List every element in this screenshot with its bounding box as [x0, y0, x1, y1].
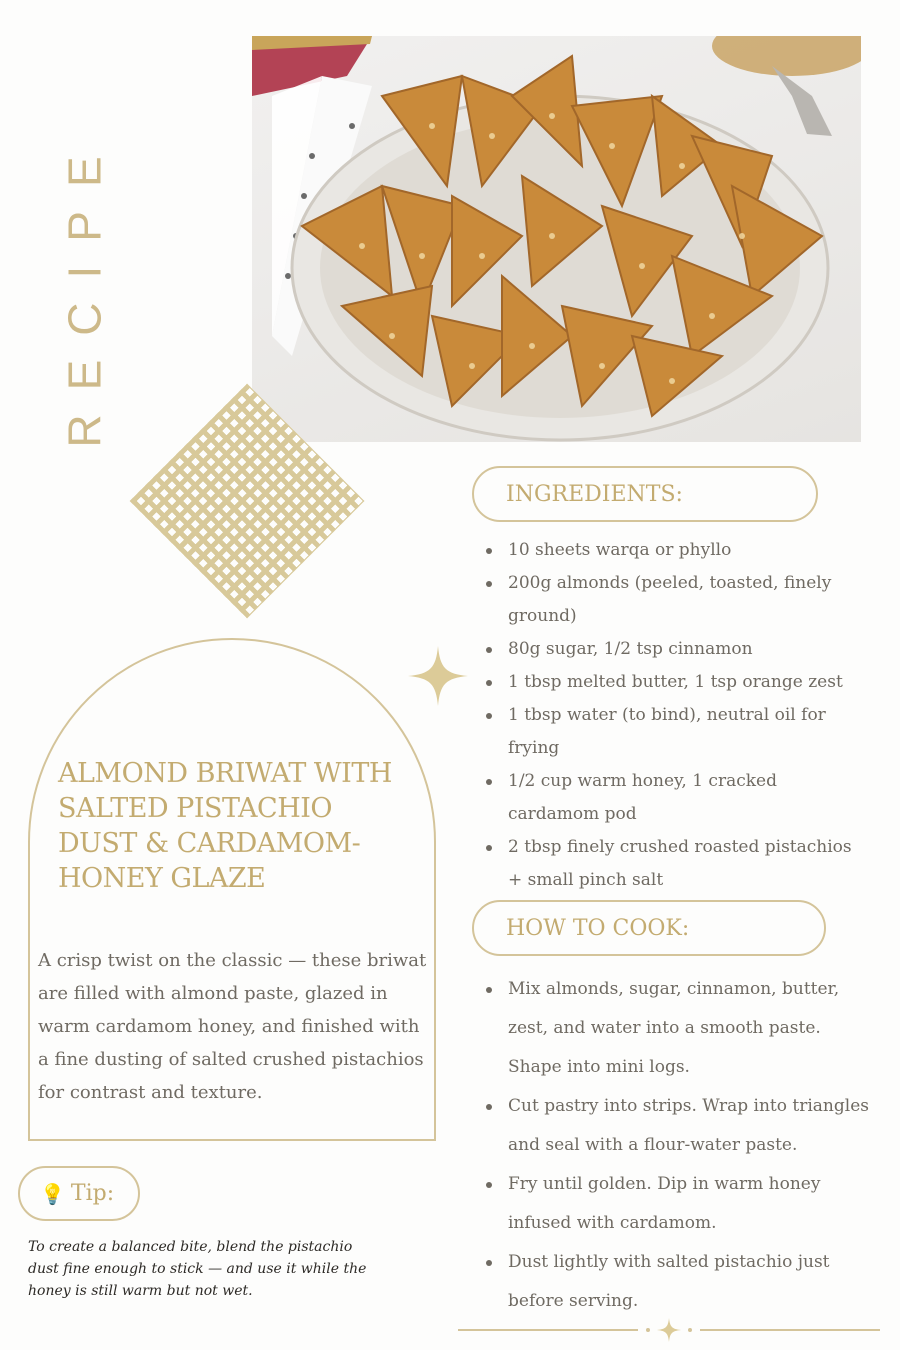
how-to-cook-heading: HOW TO COOK:: [472, 900, 826, 956]
list-item: 10 sheets warqa or phyllo: [472, 534, 852, 567]
list-item: Mix almonds, sugar, cinnamon, butter, zest, and water into a smooth paste. Shape into mini logs.: [472, 970, 872, 1087]
list-item: 80g sugar, 1/2 tsp cinnamon: [472, 633, 852, 666]
cooking-steps-list: [472, 970, 872, 1321]
dish-title: ALMOND BRIWAT WITH SALTED PISTACHIO DUST & CARDAMOM-HONEY GLAZE: [58, 758, 392, 894]
list-item: 1 tbsp melted butter, 1 tsp orange zest: [472, 666, 852, 699]
list-item: 1/2 cup warm honey, 1 cracked cardamom pod: [472, 765, 852, 831]
list-item: 200g almonds (peeled, toasted, finely ground): [472, 567, 852, 633]
list-item: 2 tbsp finely crushed roasted pistachios + small pinch salt: [472, 831, 852, 897]
recipe-vertical-label: RECIPE: [59, 132, 112, 448]
list-item: Dust lightly with salted pistachio just before serving.: [472, 1243, 872, 1321]
sparkle-divider: [458, 1318, 880, 1342]
recipe-photo: [252, 36, 861, 442]
tip-heading: 💡 Tip:: [18, 1166, 140, 1221]
lightbulb-icon: 💡: [40, 1181, 65, 1206]
sparkle-icon: [406, 644, 470, 708]
ingredients-heading: INGREDIENTS:: [472, 466, 818, 522]
list-item: 1 tbsp water (to bind), neutral oil for frying: [472, 699, 852, 765]
briwat-plate-illustration: [252, 36, 861, 442]
list-item: Fry until golden. Dip in warm honey infused with cardamom.: [472, 1165, 872, 1243]
list-item: Cut pastry into strips. Wrap into triangles and seal with a flour-water paste.: [472, 1087, 872, 1165]
tip-text: To create a balanced bite, blend the pistachio dust fine enough to stick — and use it while the honey is still warm but not wet.: [28, 1239, 367, 1299]
ingredients-list: [472, 534, 852, 897]
dish-description: A crisp twist on the classic — these briwat are filled with almond paste, glazed in warm cardamom honey, and finished with a fine dusting of salted crushed pistachios for contrast and texture.: [38, 950, 427, 1103]
